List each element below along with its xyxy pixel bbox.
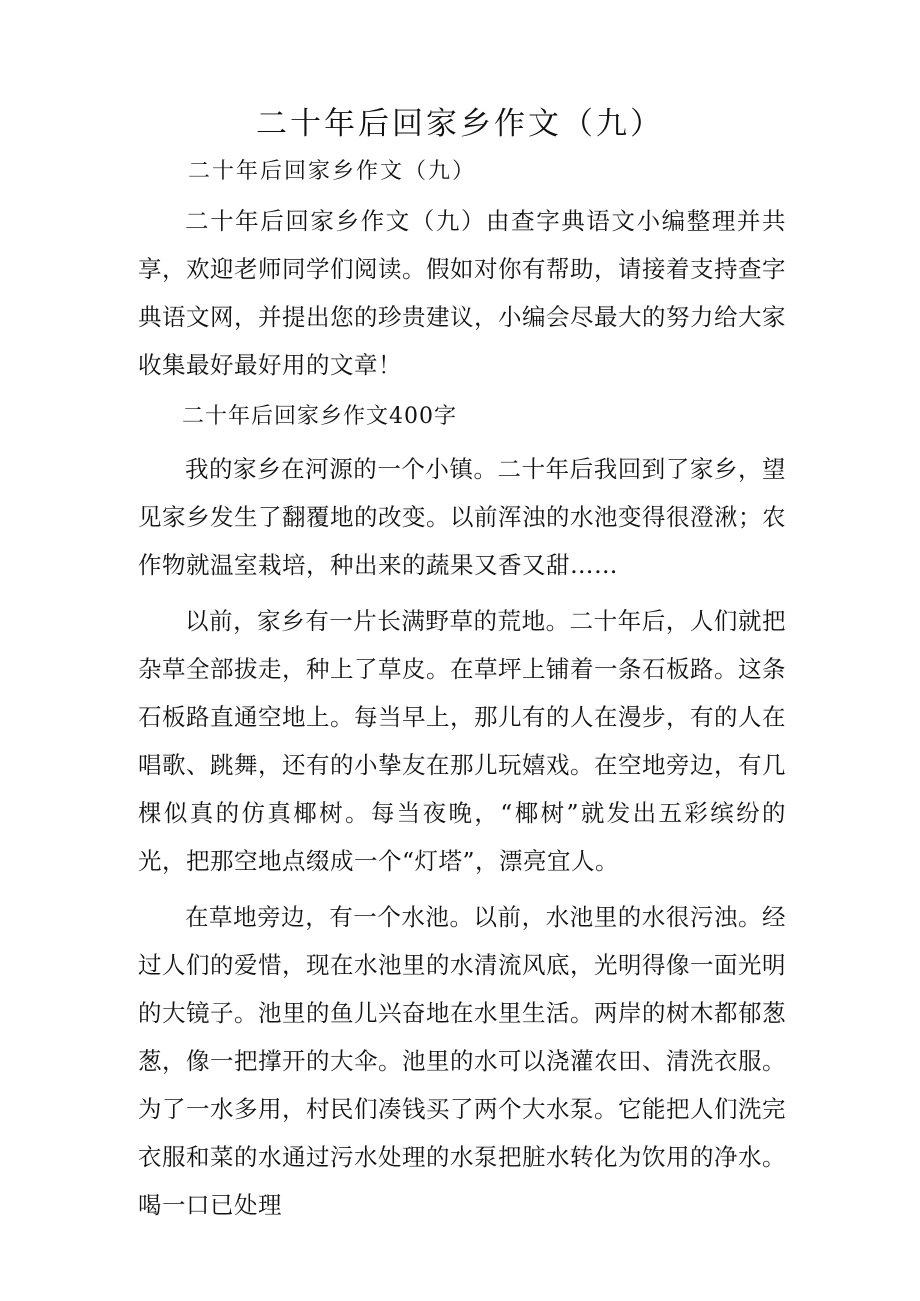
body-paragraph: 以前，家乡有一片长满野草的荒地。二十年后，人们就把杂草全部拔走，种上了草皮。在草坪上铺着一条石板路。这条石板路直通空地上。每当早上，那儿有的人在漫步，有的人在唱歌、跳舞，还有的小挚友在那儿玩嬉戏。在空地旁边，有几棵似真的仿真椰树。每当夜晚，“椰树”就发出五彩缤纷的光，把那空地点缀成一个“灯塔”，漂亮宜人。 [138,607,786,875]
document-body [138,197,786,1237]
document-subtitle: 二十年后回家乡作文（九） [188,159,477,184]
section-heading: 二十年后回家乡作文400字 [182,404,457,429]
intro-paragraph: 二十年后回家乡作文（九）由查字典语文小编整理并共享，欢迎老师同学们阅读。假如对你有帮助，请接着支持查字典语文网，并提出您的珍贵建议，小编会尽最大的努力给大家收集最好最好用的文章！ [138,207,786,379]
body-paragraph: 我的家乡在河源的一个小镇。二十年后我回到了家乡，望见家乡发生了翻覆地的改变。以前浑浊的水池变得很澄湫；农作物就温室栽培，种出来的蔬果又香又甜…… [138,455,786,579]
document-title: 二十年后回家乡作文（九） [256,106,664,142]
body-paragraph: 在草地旁边，有一个水池。以前，水池里的水很污浊。经过人们的爱惜，现在水池里的水清流风底，光明得像一面光明的大镜子。池里的鱼儿兴奋地在水里生活。两岸的树木都郁葱葱，像一把撑开的大伞。池里的水可以浇灌农田、清洗衣服。为了一水多用，村民们凑钱买了两个大水泵。它能把人们洗完衣服和菜的水通过污水处理的水泵把脏水转化为饮用的净水。喝一口已处理 [138,903,786,1219]
